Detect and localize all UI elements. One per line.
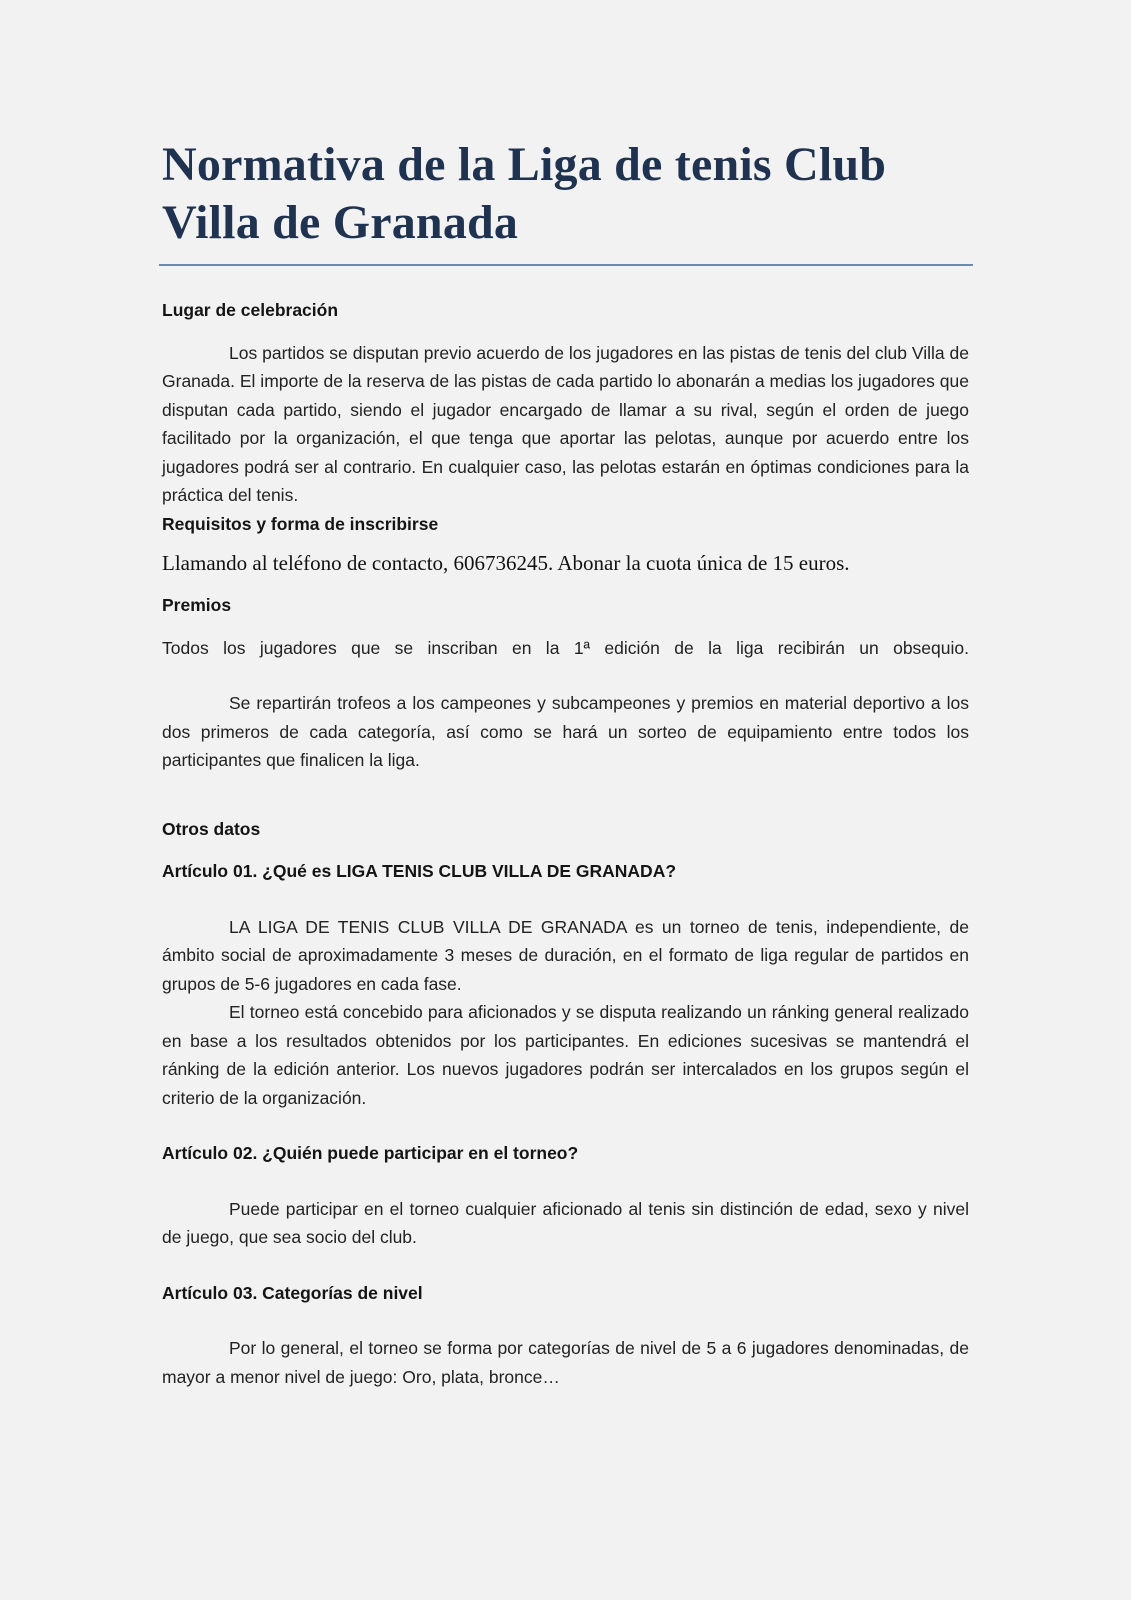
document-title: Normativa de la Liga de tenis Club Villa de Granada (162, 138, 887, 249)
paragraph-premios-2: Se repartirán trofeos a los campeones y subcampeones y premios en material deportivo a los dos primeros de cada categoría, así como se hará un sorteo de equipamiento entre todos los participantes que finalicen la liga. (162, 693, 969, 770)
paragraph-lugar: Los partidos se disputan previo acuerdo de los jugadores en las pistas de tenis del club Villa de Granada. El importe de la reserva de las pistas de cada partido lo abonarán a medias los jugadores que disputan cada partido, siendo el jugador encargado de llamar a su rival, según el orden de juego facilitado por la organización, el que tenga que aportar las pelotas, aunque por acuerdo entre los jugadores podrá ser al contrario. En cualquier caso, las pelotas estarán en óptimas condiciones para la práctica del tenis. (162, 342, 969, 505)
paragraph-articulo-01-2: El torneo está concebido para aficionados y se disputa realizando un ránking general realizado en base a los resultados obtenidos por los participantes. En ediciones sucesivas se mantendrá el ránking de la edición anterior. Los nuevos jugadores podrán ser intercalados en los grupos según el criterio de la organización. (162, 1002, 969, 1108)
heading-requisitos: Requisitos y forma de inscribirse (162, 513, 439, 534)
paragraph-articulo-01-1: LA LIGA DE TENIS CLUB VILLA DE GRANADA es un torneo de tenis, independiente, de ámbito social de aproximadamente 3 meses de duración, en el formato de liga regular de partidos en grupos de 5-6 jugadores en cada fase. (162, 916, 969, 994)
heading-articulo-02: Artículo 02. ¿Quién puede participar en el torneo? (162, 1143, 579, 1163)
document-content (162, 130, 969, 1391)
paragraph-articulo-02: Puede participar en el torneo cualquier aficionado al tenis sin distinción de edad, sexo y nivel de juego, que sea socio del club. (162, 1198, 969, 1247)
paragraph-requisitos: Llamando al teléfono de contacto, 606736245. Abonar la cuota única de 15 euros. (162, 551, 850, 575)
heading-articulo-03: Artículo 03. Categorías de nivel (162, 1282, 423, 1303)
heading-premios: Premios (162, 595, 232, 615)
paragraph-articulo-03: Por lo general, el torneo se forma por categorías de nivel de 5 a 6 jugadores denominadas, de mayor a menor nivel de juego: Oro, plata, bronce… (162, 1338, 969, 1387)
heading-articulo-01: Artículo 01. ¿Qué es LIGA TENIS CLUB VILLA DE GRANADA? (162, 861, 677, 881)
paragraph-premios-1: Todos los jugadores que se inscriban en la 1ª edición de la liga recibirán un obsequio. (162, 637, 969, 658)
title-divider (159, 264, 973, 266)
heading-otros-datos: Otros datos (162, 818, 261, 839)
heading-lugar: Lugar de celebración (162, 300, 339, 320)
